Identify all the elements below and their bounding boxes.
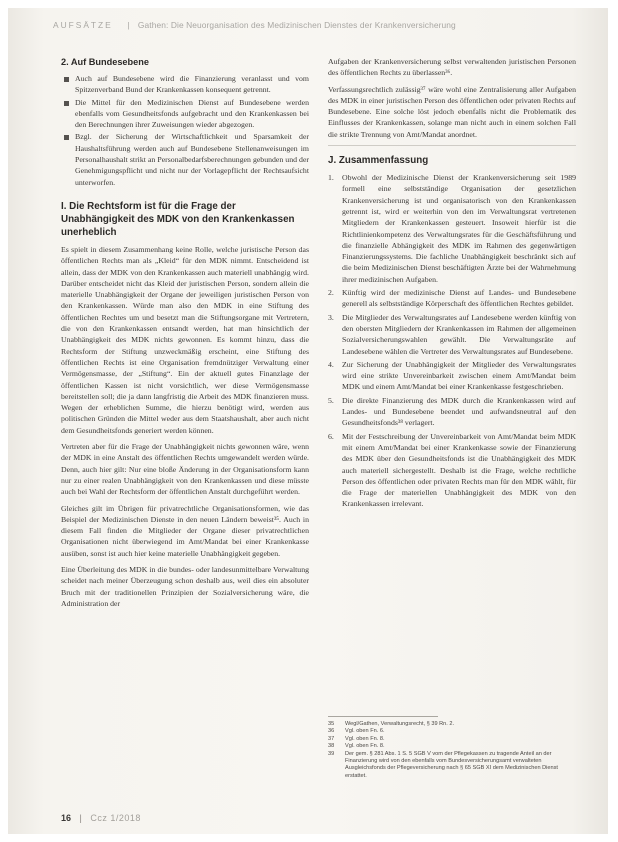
item-text: Mit der Festschreibung der Unvereinbarkeit von Amt/Mandat beim MDK mit einem Amt/Mandat bei einer Krankenkasse sowie der Finanzierung des MDK über den Gesundheitsfonds ist die Unabhängigkeit des MDK auch materiell sichergestellt. Deshalb ist die Frage, welche rechtliche Person des öffentlichen oder privaten Rechts man für den MDK wählt, für die Frage der materiellen Unabhängigkeit des MDK von den Krankenkassen irrelevant.: [342, 431, 576, 509]
item-number: 5.: [328, 395, 334, 405]
footnote: [328, 728, 578, 735]
footnote-text: Vgl. oben Fn. 8.: [345, 735, 385, 742]
paper-page: [8, 8, 608, 834]
footnote-text: Der gem. § 281 Abs. 1 S. 5 SGB V vom der Pflegekassen zu tragende Anteil an der Finanzierung wird von den ebenfalls vom Bundesversicherungsamt verwalteten Ausgleichsfonds der Pflegeversicherung nach § 65 SGB XI dem Medizinischen Dienst erstattet.: [345, 750, 558, 779]
footnote-number: 35: [328, 721, 335, 727]
summary-item: [328, 359, 576, 393]
footnotes: [328, 721, 578, 780]
bullet-list: [61, 73, 309, 188]
footnote: [328, 721, 578, 728]
bullet-item: Auch auf Bundesebene wird die Finanzierung veranlasst und vom Spitzenverband Bund der Krankenkassen konsequent getrennt.: [61, 73, 309, 96]
footnote-number: 38: [328, 743, 335, 750]
section-divider: [328, 145, 576, 146]
summary-item: [328, 395, 576, 429]
page-footer: [61, 813, 141, 823]
section-heading-rechtsform: I. Die Rechtsform ist für die Frage der Unabhängigkeit des MDK von den Krankenkassen unerheblich: [61, 200, 295, 238]
footnote: [328, 743, 578, 750]
article-title: Gathen: Die Neuorganisation des Medizinischen Dienstes der Krankenversicherung: [137, 20, 456, 30]
item-number: 6.: [328, 431, 334, 441]
item-text: Obwohl der Medizinische Dienst der Krankenversicherung seit 1989 formell eine selbstständige Organisation der gesetzlichen Krankenversicherung ist und organisatorisch von den Krankenkassen getrennt ist, wird er weiterhin von den im Verwaltungsrat vertretenen Mitgliedern der Krankenkassen gesteuert. Insoweit hierfür ist die Richtlinienkompetenz des Verwaltungsrates für die Geschäftsführung und die finanzielle Abhängigkeit des MDK im Rahmen des gegenwärtigen Finanzierungssystems. Die fachliche Unabhängigkeit beschränkt sich auf die beim Medizinischen Dienst beschäftigten Ärzte bei der Wahrnehmung ihrer medizinischen Aufgaben.: [342, 173, 576, 284]
running-header: [53, 20, 593, 30]
summary-item: [328, 287, 576, 310]
summary-item: [328, 172, 576, 285]
body-paragraph: Aufgaben der Krankenversicherung selbst verwaltenden juristischen Personen des öffentlichen Rechts zu überlassen³⁶.: [328, 57, 576, 78]
body-paragraph: Eine Überleitung des MDK in die bundes- oder landesunmittelbare Verwaltung scheidet nach meiner Überzeugung schon deshalb aus, weil dies ein absoluter Bruch mit der traditionellen Prinzipien der Sozialversicherung wäre, die Administration der: [61, 564, 309, 608]
item-text: Die Mitglieder des Verwaltungsrates auf Landesebene werden künftig von den obersten Mitgliedern der Krankenkassen im Rahmen der allgemeinen Sozialversicherungswahlen gewählt. Die Verwaltungsräte auf Landesebene wählen die Vertreter des Verwaltungsrates auf Bundesebene.: [342, 312, 576, 356]
journal-issue: Ccz 1/2018: [90, 813, 141, 823]
section-heading-bundesebene: 2. Auf Bundesebene: [61, 57, 149, 67]
bullet-item: Die Mittel für den Medizinischen Dienst auf Bundesebene werden ebenfalls vom Gesundheitsfonds aufgebracht und den Krankenkassen bei den Berechnungen ihrer Zuweisungen wieder abgezogen.: [61, 97, 309, 131]
section-kicker: AUFSÄTZE: [53, 20, 113, 30]
body-paragraph: Vertreten aber für die Frage der Unabhängigkeit nichts gewonnen wäre, wenn der MDK in eine Anstalt des öffentlichen Rechts umgewandelt werden würde. Denn, auch hier gilt: Nur eine bloße Änderung in der Organisationsform kann nur zu einer realen Unabhängigkeit von den Krankenkassen und diese müsste auch bei Wahl der Rechtsform der öffentlichen Anstalt durchgeführt werden.: [61, 442, 309, 497]
footnote-text: Vgl. oben Fn. 8.: [345, 743, 385, 750]
footnote-number: 37: [328, 735, 335, 742]
summary-item: [328, 431, 576, 510]
right-column: [328, 56, 576, 512]
item-text: Künftig wird der medizinische Dienst auf Landes- und Bundesebene generell als selbstständige Körperschaft des öffentlichen Rechtes gebildet.: [342, 288, 576, 309]
footer-separator: |: [79, 813, 82, 823]
summary-item: [328, 312, 576, 357]
item-number: 4.: [328, 359, 334, 369]
footnote-text: Vgl. oben Fn. 6.: [345, 728, 385, 735]
footnote: [328, 751, 578, 781]
footnote-number: 36: [328, 728, 335, 735]
left-column: [61, 56, 309, 614]
page-number: 16: [61, 813, 72, 823]
footnote-number: 39: [328, 750, 335, 757]
item-number: 2.: [328, 288, 334, 298]
item-number: 3.: [328, 312, 334, 322]
item-text: Zur Sicherung der Unabhängigkeit der Mitglieder des Verwaltungsrates wird eine strikte Unvereinbarkeit zwischen einem Amt/Mandat beim MDK und einem Amt/Mandat bei einer Krankenkasse festgeschrieben.: [342, 359, 576, 392]
item-number: 1.: [328, 173, 334, 183]
body-paragraph: Es spielt in diesem Zusammenhang keine Rolle, welche juristische Person das öffentlichen Rechts man als „Kleid“ für den MDK nimmt. Entscheidend ist allein, dass der MDK von den Krankenkassen auch materiell unabhängig wird. Darüber entscheidet nicht das Kleid der juristischen Person, sondern allein die materielle Unabhängigkeit der Organe der jeweiligen juristischen Person von den Krankenkassen. Würde man also den MDK in eine Stiftung des öffentlichen Rechtes um und besetzt man die Stiftungsorgane mit Vertretern, die von den Krankenkassen entsandt werden, hat man hinsichtlich der Unabhängigkeit des MDK nichts gewonnen. Es kommt hinzu, dass die Rechtsform der Stiftung unzweckmäßig erscheint, eine Stiftung des öffentlichen Rechts ist eine Organisation fremdnütziger Verwaltung einer Vermögensmasse, der „Stiftung“. Ein der aktuell gutes Finanzlage der öffentlichen Kassen ist nicht vorsichtlich, wer diese Vermögensmasse bereitstellen soll; die ja dann langfristig die Arbeit des MDK finanzieren muss. Wegen der erheblichen Summe, die hierzu benötigt wird, werden aus politischen Gründen die Mittel weder aus dem Staatshaushalt, aber auch nicht dem Gesundheitsfonds generiert werden können.: [61, 244, 309, 435]
footnote-text: Wegl/Gathen, Verwaltungsrecht, § 39 Rn. 2.: [345, 721, 455, 727]
footnote: [328, 736, 578, 743]
item-text: Die direkte Finanzierung des MDK durch die Krankenkassen wird auf Landes- und Bundesebene beendet und aufwandsneutral auf den Gesundheitsfonds³⁸ verlagert.: [342, 395, 576, 428]
section-heading-zusammenfassung: J. Zusammenfassung: [328, 155, 429, 167]
summary-list: [328, 172, 576, 510]
header-separator: |: [127, 20, 130, 30]
body-paragraph: Gleiches gilt im Übrigen für privatrechtliche Organisationsformen, wie das Beispiel der Medizinischen Dienste in den neuen Ländern beweist³⁵. Auch in diesem Fall finden die Mitglieder der Organe dieser privatrechtlichen Organisationen nicht überwiegend im Amt/Mandat bei einer Krankenkasse ausüben, sonst ist auch hier keine materielle Unabhängigkeit gegeben.: [61, 503, 309, 558]
bullet-item: Bzgl. der Sicherung der Wirtschaftlichkeit und Sparsamkeit der Haushaltsführung werden auch auf Bundesebene Stellenanweisungen im Personalhaushalt strikt an Personalbedarfsberechnungen gebunden und der Genehmigungspflicht und nicht nur der Vorlagepflicht der Rechtsaufsicht unterworfen.: [61, 131, 309, 187]
footnote-rule: [328, 716, 438, 717]
body-paragraph: Verfassungsrechtlich zulässig³⁷ wäre wohl eine Zentralisierung aller Aufgaben des MDK in einer juristischen Person des öffentlichen oder privaten Rechts auf Bundesebene. Eine solche löst jedoch ebenfalls nicht die Problematik des Einflusses der Krankenkassen, solange man nicht auch in einem solchen Fall die strikte Trennung von Amt/Mandat anordnet.: [328, 84, 576, 139]
